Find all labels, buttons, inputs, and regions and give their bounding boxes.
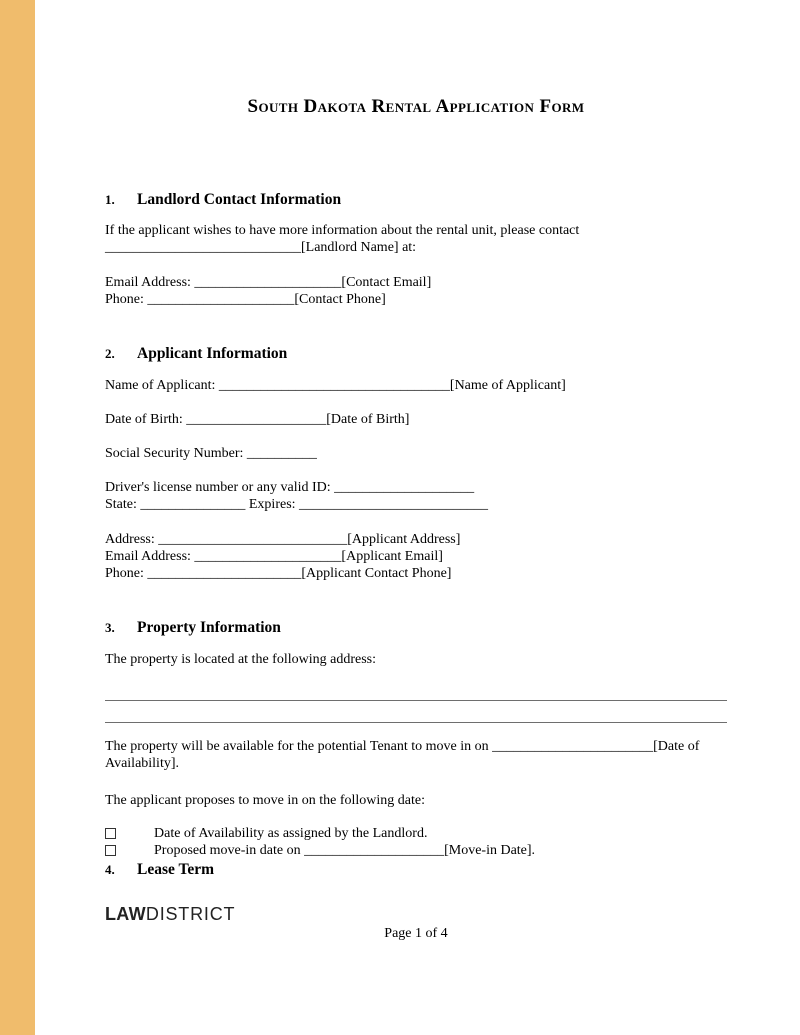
logo-text-district: DISTRICT bbox=[145, 904, 236, 924]
section-number: 2. bbox=[105, 346, 115, 361]
section-heading-applicant bbox=[105, 345, 727, 362]
applicant-license-block bbox=[105, 479, 727, 513]
checkbox-icon[interactable] bbox=[105, 845, 116, 856]
property-address-blank-line-1 bbox=[105, 700, 727, 701]
availability-line-2: Availability]. bbox=[105, 756, 179, 771]
applicant-contact-block bbox=[105, 531, 727, 582]
landlord-contact-block bbox=[105, 274, 727, 308]
section-heading-lease-term bbox=[105, 861, 727, 878]
section-title: Lease Term bbox=[137, 861, 215, 878]
section-title: Applicant Information bbox=[137, 345, 288, 362]
landlord-intro-line-1: If the applicant wishes to have more information about the rental unit, please contact bbox=[105, 223, 580, 238]
checkbox-icon[interactable] bbox=[105, 828, 116, 839]
section-title: Property Information bbox=[137, 619, 281, 636]
checkbox-label: Proposed move-in date on ____________________[Move-in Date]. bbox=[154, 843, 536, 858]
section-number: 3. bbox=[105, 620, 115, 635]
section-number: 4. bbox=[105, 862, 115, 877]
page-number: Page 1 of 4 bbox=[384, 926, 448, 941]
checkbox-row-proposed-move-in bbox=[105, 842, 727, 859]
checkbox-row-date-of-availability bbox=[105, 825, 727, 842]
section-title: Landlord Contact Information bbox=[137, 191, 342, 208]
applicant-email-field-line: Email Address: _____________________[Applicant Email] bbox=[105, 549, 443, 564]
section-number: 1. bbox=[105, 192, 115, 207]
lawdistrict-logo bbox=[105, 905, 727, 923]
landlord-intro-paragraph bbox=[105, 222, 727, 256]
applicant-dob-field-line: Date of Birth: ____________________[Date of Birth] bbox=[105, 412, 410, 427]
left-accent-stripe bbox=[0, 0, 35, 1035]
applicant-ssn-field-line: Social Security Number: __________ bbox=[105, 446, 317, 461]
property-address-blank-line-2 bbox=[105, 722, 727, 723]
applicant-name-field-line: Name of Applicant: _________________________________[Name of Applicant] bbox=[105, 378, 566, 393]
applicant-license-field-line: Driver's license number or any valid ID: ____________________ bbox=[105, 480, 475, 495]
property-availability-paragraph bbox=[105, 738, 727, 772]
landlord-name-blank-line: ____________________________[Landlord Name] at: bbox=[105, 240, 417, 255]
landlord-phone-field-line: Phone: _____________________[Contact Phone] bbox=[105, 292, 386, 307]
property-address-intro-line: The property is located at the following address: bbox=[105, 652, 376, 667]
document-page bbox=[105, 0, 727, 942]
availability-line-1: The property will be available for the potential Tenant to move in on _______________________[Date of bbox=[105, 739, 700, 754]
applicant-phone-field-line: Phone: ______________________[Applicant Contact Phone] bbox=[105, 566, 452, 581]
logo-text-law: LAW bbox=[105, 904, 146, 924]
move-in-intro-line: The applicant proposes to move in on the following date: bbox=[105, 793, 425, 808]
landlord-email-field-line: Email Address: _____________________[Contact Email] bbox=[105, 275, 432, 290]
applicant-state-expires-field-line: State: _______________ Expires: ___________________________ bbox=[105, 497, 489, 512]
document-title: South Dakota Rental Application Form bbox=[247, 96, 585, 117]
checkbox-label: Date of Availability as assigned by the Landlord. bbox=[154, 826, 428, 841]
applicant-address-field-line: Address: ___________________________[Applicant Address] bbox=[105, 532, 461, 547]
section-heading-property bbox=[105, 619, 727, 636]
section-heading-landlord bbox=[105, 191, 727, 208]
